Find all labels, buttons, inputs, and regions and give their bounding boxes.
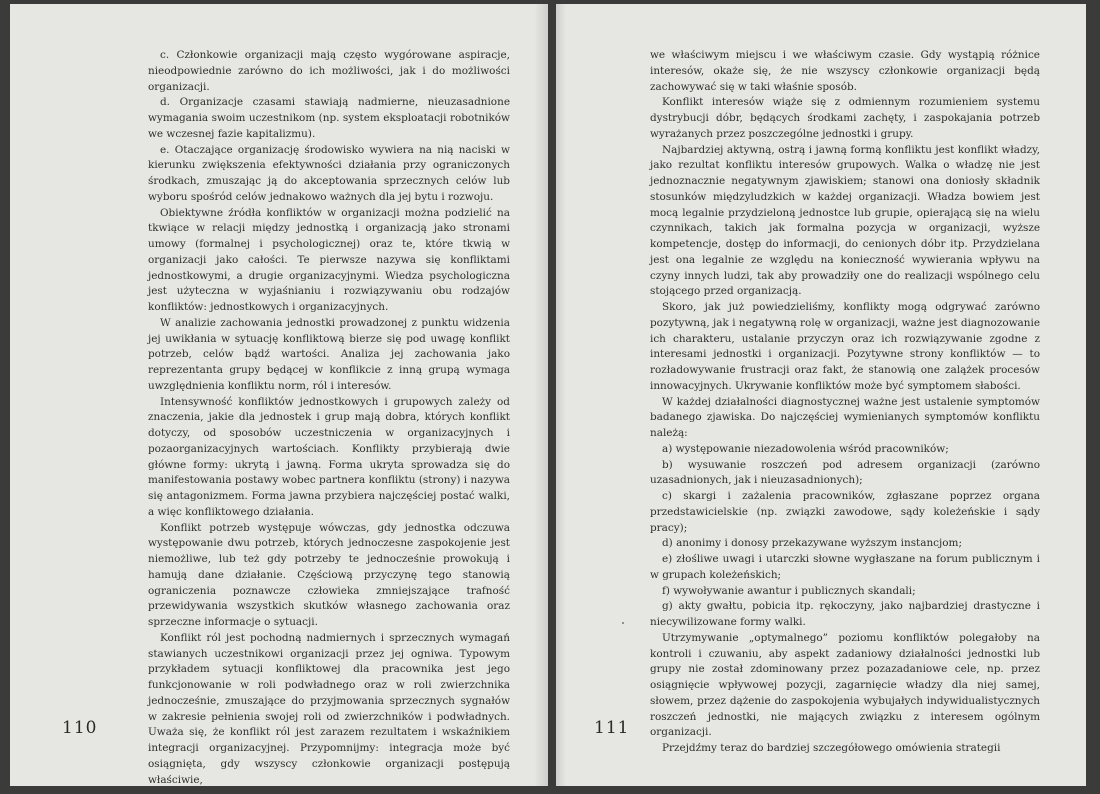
list-item: c) skargi i zażalenia pracowników, zgłaszane poprzez organa przedstawicielskie (np. związki zawodowe, sądy koleżeńskie i sądy pracy); [650, 490, 1040, 534]
right-page-text [650, 48, 1040, 757]
right-page [556, 4, 1086, 786]
left-page [10, 4, 548, 786]
paragraph: c. Członkowie organizacji mają często wygórowane aspiracje, nieodpowiednie zarówno do ich możliwości, jak i do możliwości organizacji. [148, 49, 510, 93]
paragraph: d. Organizacje czasami stawiają nadmierne, nieuzasadnione wymagania swoim uczestnikom (np. system eksploatacji robotników we wczesnej fazie kapitalizmu). [148, 96, 510, 140]
paragraph: Konflikt interesów wiąże się z odmiennym rozumieniem systemu dystrybucji dóbr, będących środkami zachęty, i zaspokajania potrzeb wyrażanych przez poszczególne jednostki i grupy. [650, 96, 1040, 140]
gutter-shadow [556, 4, 566, 786]
paragraph: Intensywność konfliktów jednostkowych i grupowych zależy od znaczenia, jakie dla jednostek i grup mają dobra, których konflikt dotyczy, od sposobów uczestniczenia w organizacyjnych i pozaorganizacyjnych wartościach. Konflikty przybierają dwie główne formy: ukrytą i jawną. Forma ukryta sprowadza się do manifestowania postawy wobec partnera konfliktu (strony) i nazywa się antagonizmem. Forma jawna przybiera najczęściej postać walki, a więc konfliktowego działania. [148, 395, 510, 518]
paragraph: W każdej działalności diagnostycznej ważne jest ustalenie symptomów badanego zjawiska. Do najczęściej wymienianych symptomów konfliktu należą: [650, 395, 1040, 439]
paragraph: Konflikt ról jest pochodną nadmiernych i sprzecznych wymagań stawianych uczestnikowi organizacji przez jej ogniwa. Typowym przykładem sytuacji konfliktowej dla pracownika jest jego funkcjonowanie w roli podwładnego oraz w roli zwierzchnika jednocześnie, zmuszające do przyjmowania sprzecznych sygnałów w zakresie pełnienia swojej roli od zwierzchników i podwładnych. Uważa się, że konflikt ról jest zarazem rezultatem i wskaźnikiem integracji organizacyjnej. Przypomnijmy: integracja może być osiągnięta, gdy wszyscy członkowie organizacji postępują właściwie, [148, 631, 510, 786]
paragraph: Obiektywne źródła konfliktów w organizacji można podzielić na tkwiące w relacji między jednostką i organizacją jako stronami umowy (formalnej i psychologicznej) oraz te, które tkwią w organizacji jako całości. Te pierwsze nazywa się konfliktami jednostkowymi, a drugie organizacyjnymi. Wiedza psychologiczna jest użyteczna w wyjaśnianiu i rozwiązywaniu obu rodzajów konfliktów: jednostkowych i organizacyjnych. [148, 206, 510, 313]
paragraph: e. Otaczające organizację środowisko wywiera na nią naciski w kierunku zwiększenia efektywności działania przy ograniczonych środkach, zmuszając ją do akceptowania sprzecznych celów lub wyboru spośród celów jednakowo ważnych dla jej bytu i rozwoju. [148, 143, 510, 203]
paragraph: we właściwym miejscu i we właściwym czasie. Gdy wystąpią różnice interesów, okaże się, że nie wszyscy członkowie organizacji będą zachowywać się w taki właśnie sposób. [650, 49, 1040, 93]
paragraph: Przejdźmy teraz do bardziej szczegółowego omówienia strategii [662, 742, 1001, 754]
list-item: d) anonimy i donosy przekazywane wyższym instancjom; [662, 537, 962, 550]
list-item: f) wywoływanie awantur i publicznych skandali; [662, 584, 916, 597]
list-item: g) akty gwałtu, pobicia itp. rękoczyny, jako najbardziej drastyczne i niecywilizowane formy walki. [650, 600, 1040, 628]
paragraph: Utrzymywanie „optymalnego” poziomu konfliktów polegałoby na kontroli i czuwaniu, aby aspekt zadaniowy działalności jednostki lub grupy nie został zdominowany przez pozazadaniowe cele, np. przez osiągnięcie wpływowej pozycji, zagarnięcie władzy dla niej samej, słowem, przez dążenie do zaspokojenia wybujałych indywidualistycznych roszczeń jednostki, nie mających związku z interesem ogólnym organizacji. [650, 631, 1040, 739]
list-item: e) złośliwe uwagi i utarczki słowne wygłaszane na forum publicznym i w grupach koleżeńskich; [650, 553, 1040, 581]
gutter-shadow [534, 4, 548, 786]
paragraph: Najbardziej aktywną, ostrą i jawną formą konfliktu jest konflikt władzy, jako rezultat konfliktu interesów grupowych. Walka o władzę nie jest jednoznacznie negatywnym zjawiskiem; stanowi ona doniosły składnik stosunków międzyludzkich w każdej organizacji. Władza bowiem jest mocą legalnie przydzieloną jednostce lub grupie, opierającą się na wielu czynnikach, takich jak formalna pozycja w organizacji, wyższe kompetencje, dostęp do informacji, do cenionych dóbr itp. Przydzielana jest ona legalnie ze względu na konieczność wywierania wpływu na czyny innych ludzi, tak aby prowadziły one do realizacji wspólnego celu stojącego przed organizacją. [650, 143, 1040, 298]
page-number: 111 [594, 718, 630, 738]
paragraph: Konflikt potrzeb występuje wówczas, gdy jednostka odczuwa występowanie dwu potrzeb, których jednoczesne zaspokojenie jest niemożliwe, lub też gdy potrzeby te jednocześnie prowokują i hamują dane działanie. Częściową przyczynę tego stanowią ograniczenia poznawcze człowieka zmniejszające trafność przewidywania wszystkich skutków własnego zachowania oraz sprzeczne informacje o sytuacji. [148, 521, 510, 628]
list-item: a) występowanie niezadowolenia wśród pracowników; [662, 442, 949, 455]
paper-speck [622, 622, 624, 624]
left-page-text [148, 48, 510, 786]
list-item: b) wysuwanie roszczeń pod adresem organizacji (zarówno uzasadnionych, jak i nieuzasadnionych); [650, 458, 1040, 487]
paragraph: Skoro, jak już powiedzieliśmy, konflikty mogą odgrywać zarówno pozytywną, jak i negatywną rolę w organizacji, ważne jest diagnozowanie ich charakteru, ustalanie przyczyn oraz ich rozwiązywanie zgodne z interesami jednostki i organizacji. Pozytywne strony konfliktów — to rozładowywanie frustracji oraz fakt, że stanowią one zalążek procesów innowacyjnych. Ukrywanie konfliktów może być symptomem słabości. [650, 301, 1040, 392]
page-number: 110 [62, 718, 98, 738]
paragraph: W analizie zachowania jednostki prowadzonej z punktu widzenia jej uwikłania w sytuację konfliktową bierze się pod uwagę konflikt potrzeb, celów bądź wartości. Analiza jej zachowania jako reprezentanta grupy będącej w konflikcie z inną grupą wymaga uwzględnienia konfliktu norm, ról i interesów. [148, 316, 510, 392]
